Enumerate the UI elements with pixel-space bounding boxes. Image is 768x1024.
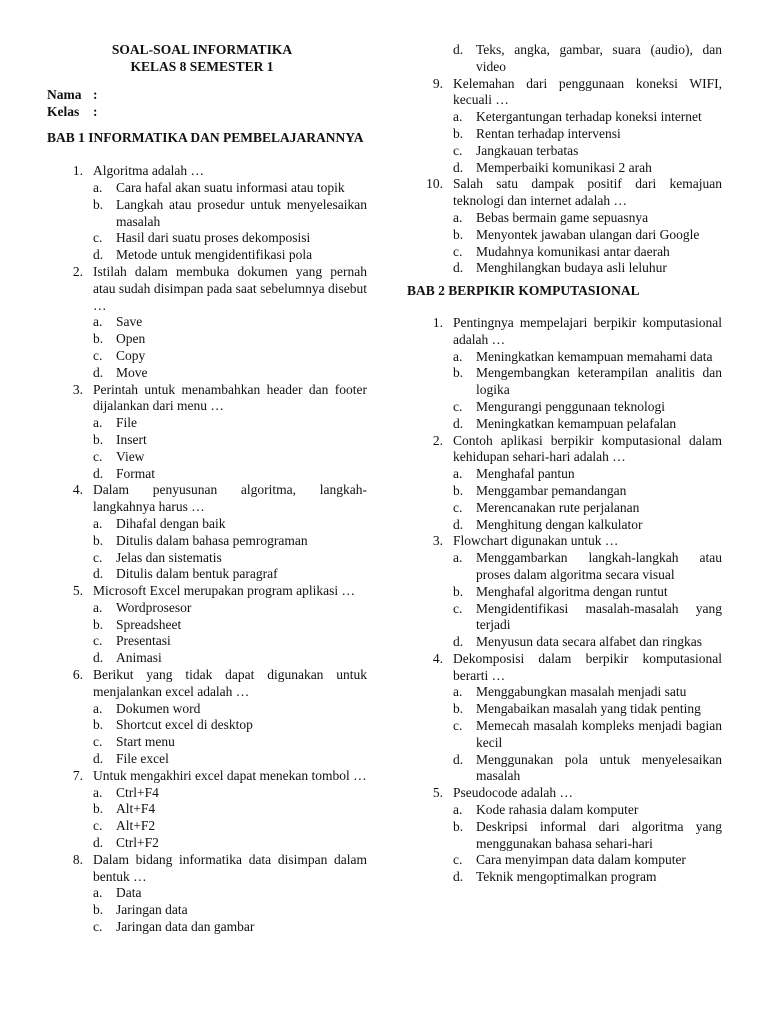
question-number: 7. [72,767,83,783]
option-item [93,466,367,483]
question-text: Kelemahan dari penggunaan koneksi WIFI, kecuali … [453,75,722,108]
question-item [407,785,722,802]
option-text: Presentasi [116,633,171,649]
bab2-question-list [407,315,722,886]
option-item [453,466,722,483]
question-item [407,176,722,210]
option-letter: b. [93,196,104,212]
option-letter: b. [93,331,104,347]
option-text: Jaringan data dan gambar [116,919,255,935]
option-item [93,247,367,264]
question-item [407,433,722,467]
option-letter: a. [453,466,463,482]
option-text: Cara menyimpan data dalam komputer [476,852,686,868]
kelas-colon: : [93,103,98,119]
option-item [93,701,367,718]
option-letter: c. [453,243,463,259]
option-text: File excel [116,751,169,767]
question-number: 9. [432,75,443,91]
option-list [47,415,367,482]
option-item [453,399,722,416]
option-item [453,210,722,227]
option-item [453,852,722,869]
option-item [93,902,367,919]
option-item [453,365,722,399]
option-text: Dihafal dengan baik [116,515,226,531]
option-letter: d. [453,260,464,276]
option-text: Jangkauan terbatas [476,142,579,158]
option-item [93,449,367,466]
question-text: Microsoft Excel merupakan program aplikasi … [93,583,356,599]
option-item [93,818,367,835]
option-item [453,260,722,277]
option-item [453,584,722,601]
option-letter: a. [93,784,103,800]
option-item [453,244,722,261]
option-item [93,734,367,751]
option-text: Jaringan data [116,902,188,918]
question-text: Salah satu dampak positif dari kemajuan teknologi dan internet adalah … [453,176,722,209]
question-number: 6. [72,667,83,683]
option-letter: d. [93,751,104,767]
question-item [47,482,367,516]
option-letter: d. [93,650,104,666]
bab2-heading: BAB 2 BERPIKIR KOMPUTASIONAL [407,283,640,299]
option-item [453,483,722,500]
option-list [47,600,367,667]
option-text: Move [116,364,148,380]
title-line-1: SOAL-SOAL INFORMATIKA [111,42,293,57]
option-list [407,466,722,533]
question-item [407,76,722,110]
question-number: 2. [72,263,83,279]
option-text: Shortcut excel di desktop [116,717,253,733]
option-text: Menghitung dengan kalkulator [476,516,643,532]
option-letter: c. [453,852,463,868]
question-text: Pentingnya mempelajari berpikir komputasional adalah … [453,314,722,347]
question-text: Contoh aplikasi berpikir komputasional dalam kehidupan sehari-hari adalah … [453,432,722,465]
option-text: Menghilangkan budaya asli leluhur [476,260,667,276]
option-letter: c. [453,398,463,414]
question-text: Berikut yang tidak dapat digunakan untuk menjalankan excel adalah … [93,667,367,699]
option-text: Langkah atau prosedur untuk menyelesaikan masalah [116,196,367,229]
option-letter: a. [453,109,463,125]
question-item [47,583,367,600]
document-title [47,42,357,75]
option-text: Alt+F4 [116,801,156,817]
title-line-2: KELAS 8 SEMESTER 1 [130,58,274,74]
option-text: Mengurangi penggunaan teknologi [476,398,665,414]
option-letter: a. [93,314,103,330]
option-item [93,835,367,852]
option-letter: a. [93,415,103,431]
option-letter: c. [453,718,463,734]
question-text: Dekomposisi dalam berpikir komputasional berarti … [453,650,722,683]
option-item [453,416,722,433]
option-list [47,516,367,583]
option-letter: c. [93,347,103,363]
option-letter: b. [93,902,104,918]
option-item [453,143,722,160]
option-letter: d. [453,159,464,175]
option-item [93,230,367,247]
option-text: Ctrl+F2 [116,835,159,851]
question-text: Dalam bidang informatika data disimpan dalam bentuk … [93,851,367,884]
option-text: Menggambarkan langkah-langkah atau proses dalam algoritma secara visual [476,550,722,582]
option-text: Rentan terhadap intervensi [476,125,621,141]
question-text: Algoritma adalah … [93,163,204,179]
option-text: Animasi [116,650,162,666]
question-item [47,852,367,886]
option-text: Hasil dari suatu proses dekomposisi [116,230,311,246]
option-text: Ditulis dalam bahasa pemrograman [116,532,308,548]
option-item [453,601,722,635]
option-letter: d. [453,869,464,885]
option-letter: b. [453,583,464,599]
option-list [407,109,722,176]
option-text: Memperbaiki komunikasi 2 arah [476,159,652,175]
nama-label: Nama [47,87,82,103]
option-text: Menggabungkan masalah menjadi satu [476,684,687,700]
option-item [453,701,722,718]
option-item [93,785,367,802]
option-item [93,717,367,734]
option-item [93,919,367,936]
option-letter: a. [93,599,103,615]
option-letter: a. [453,684,463,700]
option-letter: b. [93,717,104,733]
option-item [453,500,722,517]
option-text: File [116,415,138,431]
question-number: 3. [432,533,443,549]
option-letter: d. [93,465,104,481]
option-letter: d. [93,364,104,380]
option-text: Metode untuk mengidentifikasi pola [116,247,313,263]
option-item [93,348,367,365]
option-item [453,160,722,177]
option-letter: d. [453,751,464,767]
option-letter: c. [93,633,103,649]
option-item [453,109,722,126]
option-item [453,349,722,366]
option-text: Teknik mengoptimalkan program [476,869,657,885]
option-text: Ditulis dalam bentuk paragraf [116,566,278,582]
option-letter: b. [453,125,464,141]
option-text: Bebas bermain game sepuasnya [476,209,649,225]
option-text: Meningkatkan kemampuan pelafalan [476,415,677,431]
question-item [407,315,722,349]
option-letter: b. [453,226,464,242]
option-letter: c. [93,818,103,834]
option-text: Menyusun data secara alfabet dan ringkas [476,634,703,650]
student-identity [47,87,367,120]
option-text: Data [116,885,142,901]
option-letter: b. [453,818,464,834]
option-letter: a. [93,179,103,195]
option-text: View [116,448,145,464]
option-text: Jelas dan sistematis [116,549,222,565]
option-text: Start menu [116,734,175,750]
option-list [407,684,722,785]
option-text: Deskripsi informal dari algoritma yang menggunakan bahasa sehari-hari [476,818,722,851]
option-letter: c. [453,142,463,158]
option-text: Menggambar pemandangan [476,482,627,498]
option-letter: b. [93,431,104,447]
question-item [47,264,367,314]
option-item [93,197,367,231]
option-item [453,42,722,76]
option-text: Mengabaikan masalah yang tidak penting [476,701,701,717]
option-text: Menyontek jawaban ulangan dari Google [476,226,700,242]
option-text: Cara hafal akan suatu informasi atau topik [116,179,345,195]
option-item [93,180,367,197]
option-text: Meningkatkan kemampuan memahami data [476,348,713,364]
nama-colon: : [93,87,98,103]
bab1-heading: BAB 1 INFORMATIKA DAN PEMBELAJARANNYA [47,130,364,146]
question-text: Dalam penyusunan algoritma, langkah-langkahnya harus … [93,482,367,515]
option-item [453,126,722,143]
option-list [407,349,722,433]
option-text: Copy [116,347,146,363]
option-letter: a. [93,515,103,531]
q8-continued-options [407,42,722,76]
question-text: Untuk mengakhiri excel dapat menekan tombol … [93,767,367,783]
option-text: Open [116,331,146,347]
option-letter: c. [93,734,103,750]
kelas-label: Kelas [47,103,80,119]
option-list [47,701,367,768]
question-text: Perintah untuk menambahkan header dan footer dijalankan dari menu … [93,381,367,414]
option-letter: a. [453,550,463,566]
option-text: Menggunakan pola untuk menyelesaikan masalah [476,751,722,784]
option-text: Ketergantungan terhadap koneksi internet [476,109,702,125]
option-letter: c. [93,448,103,464]
option-item [453,550,722,584]
option-item [93,633,367,650]
option-item [453,227,722,244]
option-item [453,517,722,534]
option-letter: b. [453,482,464,498]
option-letter: c. [453,499,463,515]
option-item [453,684,722,701]
option-letter: a. [453,209,463,225]
option-letter: d. [93,835,104,851]
option-item [93,331,367,348]
option-item [93,801,367,818]
option-text: Teks, angka, gambar, suara (audio), dan video [476,42,722,74]
option-list [407,550,722,651]
question-text: Istilah dalam membuka dokumen yang pernah atau sudah disimpan pada saat sebelumnya disebut … [93,263,367,313]
option-item [93,600,367,617]
option-item [93,314,367,331]
option-list [47,885,367,935]
option-letter: d. [93,247,104,263]
option-item [93,533,367,550]
option-letter: a. [93,885,103,901]
question-item [47,667,367,701]
option-letter: d. [453,415,464,431]
option-letter: a. [453,348,463,364]
option-letter: a. [453,802,463,818]
option-text: Menghafal algoritma dengan runtut [476,583,668,599]
option-item [93,550,367,567]
option-list [47,180,367,264]
option-text: Spreadsheet [116,616,182,632]
option-text: Format [116,465,155,481]
option-item [93,751,367,768]
question-item [47,163,367,180]
question-number: 5. [432,785,443,801]
option-item [453,819,722,853]
option-list [47,785,367,852]
option-text: Memecah masalah kompleks menjadi bagian kecil [476,718,722,750]
option-text: Merencanakan rute perjalanan [476,499,640,515]
option-text: Save [116,314,143,330]
option-letter: c. [453,600,463,616]
question-number: 5. [72,583,83,599]
option-item [93,415,367,432]
bab1-question-list-continued [407,76,722,278]
kelas-row [47,104,367,121]
option-letter: b. [453,701,464,717]
option-letter: d. [453,42,464,57]
option-text: Dokumen word [116,700,201,716]
option-text: Wordprosesor [116,599,192,615]
question-number: 8. [72,851,83,867]
option-letter: d. [453,634,464,650]
question-number: 4. [432,650,443,666]
option-text: Insert [116,431,147,447]
option-letter: b. [453,365,464,381]
option-text: Ctrl+F4 [116,784,159,800]
option-item [93,516,367,533]
option-list [47,314,367,381]
option-letter: c. [93,549,103,565]
option-letter: a. [93,700,103,716]
option-item [93,617,367,634]
option-letter: d. [453,516,464,532]
right-column [407,42,722,886]
option-item [453,752,722,786]
option-letter: b. [93,616,104,632]
option-list [407,210,722,277]
question-number: 4. [72,482,83,498]
option-letter: b. [93,532,104,548]
question-item [47,768,367,785]
option-text: Kode rahasia dalam komputer [476,802,639,818]
question-number: 1. [432,314,443,330]
option-item [453,802,722,819]
option-item [93,566,367,583]
question-number: 3. [72,381,83,397]
question-item [47,382,367,416]
bab1-question-list [47,163,367,936]
option-item [453,634,722,651]
option-item [93,432,367,449]
option-letter: b. [93,801,104,817]
option-text: Alt+F2 [116,818,156,834]
option-item [93,365,367,382]
question-number: 1. [72,163,83,179]
question-item [407,533,722,550]
question-text: Flowchart digunakan untuk … [453,533,619,549]
option-letter: c. [93,919,103,935]
nama-row [47,87,367,104]
option-item [93,650,367,667]
left-column [47,42,367,936]
option-text: Mudahnya komunikasi antar daerah [476,243,670,259]
option-list [407,802,722,886]
question-item [407,651,722,685]
option-item [93,885,367,902]
option-letter: d. [93,566,104,582]
question-text: Pseudocode adalah … [453,785,573,801]
option-text: Menghafal pantun [476,466,575,482]
option-item [453,869,722,886]
option-letter: c. [93,230,103,246]
question-number: 10. [426,176,443,192]
option-text: Mengembangkan keterampilan analitis dan logika [476,365,722,398]
option-text: Mengidentifikasi masalah-masalah yang terjadi [476,600,722,633]
option-item [453,718,722,752]
question-number: 2. [432,432,443,448]
